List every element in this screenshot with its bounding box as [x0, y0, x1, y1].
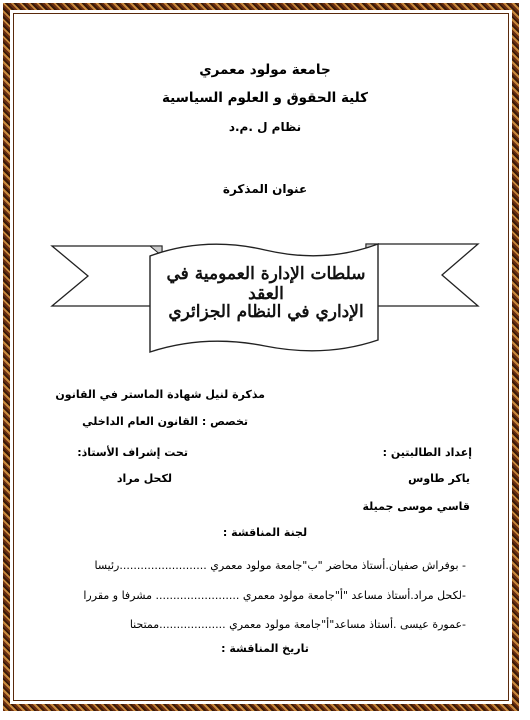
banner-right-tail [366, 244, 478, 306]
committee-label: لجنة المناقشة : [222, 526, 308, 539]
thesis-title-label: عنوان المذكرة [222, 182, 308, 196]
university-name: جامعة مولود معمري [199, 62, 331, 78]
student-name-2: قاسي موسى جميلة [362, 500, 470, 513]
committee-member-2: -لكحل مراد.أستاذ مساعد "أ"جامعة مولود معمري ........................ مشرفا و مقررا [83, 589, 466, 602]
specialty-line: تخصص : القانون العام الداخلي [82, 415, 248, 428]
committee-member-3: -عمورة عيسى .أستاذ مساعد"أ"جامعة مولود معمري ...................ممتحنا [129, 618, 466, 631]
defense-date-label: تاريخ المناقشة : [221, 642, 309, 655]
student-name-1: ياكر طاوس [408, 472, 470, 485]
thesis-title-line-2: الإداري في النظام الجزائري [168, 302, 364, 322]
thesis-title-line-1: سلطات الإدارة العمومية في العقد [166, 264, 366, 304]
faculty-name: كلية الحقوق و العلوم السياسية [161, 90, 369, 106]
prepared-by-label: إعداد الطالبتين : [382, 446, 472, 459]
supervisor-name: لكحل مراد [116, 472, 172, 485]
supervisor-label: تحت إشراف الأستاذ: [77, 446, 188, 459]
system-label: نظام ل .م.د [228, 120, 302, 134]
banner-left-tail [52, 246, 162, 306]
degree-line: مذكرة لنيل شهادة الماستر في القانون [55, 388, 265, 401]
committee-member-1: - بوفراش صفيان.أستاذ محاضر "ب"جامعة مولود معمري .........................رئيسا [94, 559, 466, 572]
